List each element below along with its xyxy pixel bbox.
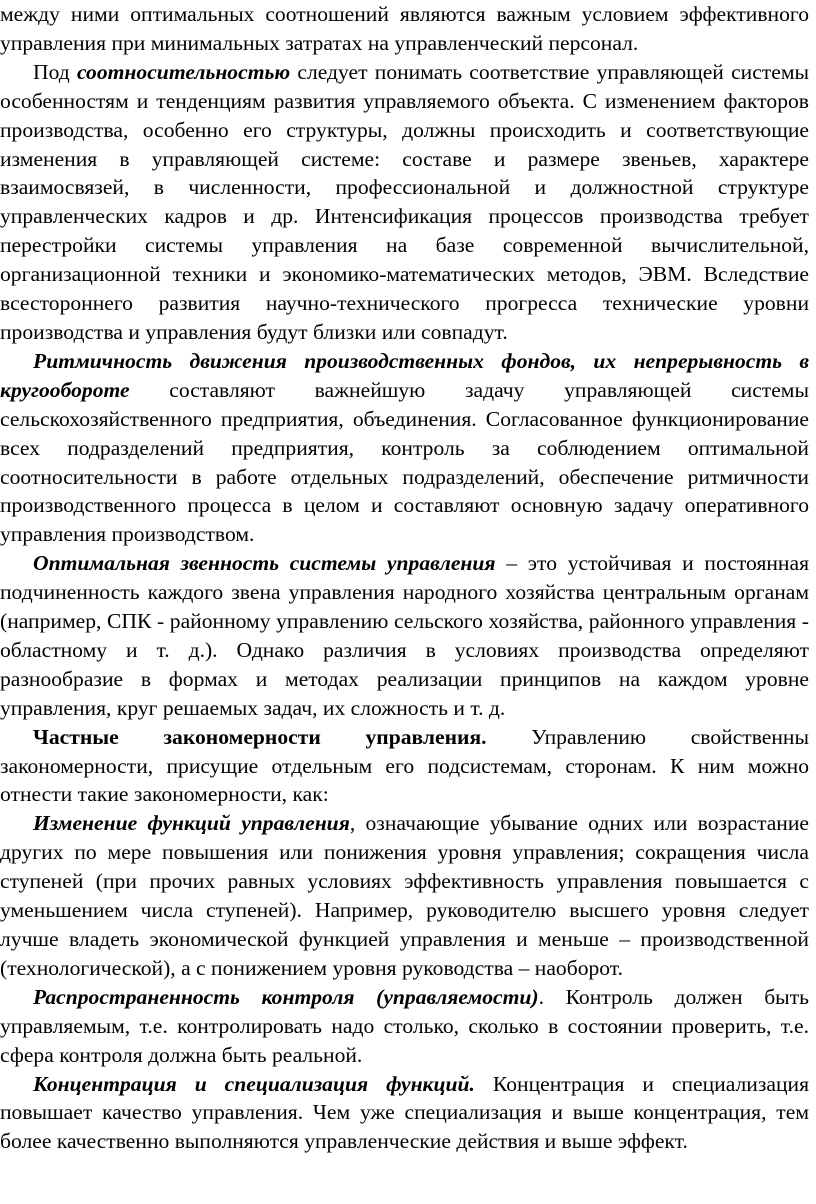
term-highlight: соотносительностью (77, 59, 291, 84)
paragraph-rhythm (0, 347, 809, 549)
term-highlight: Ритмичность движения производственных фондов, их непрерывность в кругообороте (0, 348, 809, 402)
term-highlight: Оптимальная звенность системы управления (33, 551, 496, 576)
paragraph-text: между ними оптимальных соотношений являются важным условием эффективного управления при минимальных затратах на управленческий персонал. (0, 2, 809, 55)
paragraph-text: Управлению свойственны закономерности, присущие отдельным его подсистемам, сторонам. К ним можно отнести такие закономерности, как: (0, 724, 809, 807)
paragraph-continuation (0, 0, 809, 58)
paragraph-text: составляют важнейшую задачу управляющей системы сельскохозяйственного предприятия, объединения. Согласованное функционирование всех подразделений предприятия, контроль за соблюдением оптимальной соотносительности в работе отдельных подразделений, обеспечение ритмичности производственного процесса в целом и составляют основную задачу оперативного управления производством. (0, 377, 809, 547)
term-highlight: Распространенность контроля (управляемости) (33, 984, 539, 1009)
section-heading: Частные закономерности управления. (33, 724, 487, 749)
paragraph-function-change (0, 809, 809, 982)
paragraph-text: – это устойчивая и постоянная подчиненность каждого звена управления народного хозяйства центральным органам (например, СПК - районному управлению сельского хозяйства, районного управления - областному и т. д.). Однако различия в условиях производства определяют разнообразие в формах и методах реализации принципов на каждом уровне управления, круг решаемых задач, их сложность и т. д. (0, 551, 810, 720)
paragraph-concentration (0, 1070, 809, 1157)
paragraph-correlation (0, 58, 809, 347)
paragraph-text: Концентрация и специализация повышает качество управления. Чем уже специализация и выше концентрация, тем более качественно выполняются управленческие действия и выше эффект. (0, 1071, 810, 1154)
paragraph-optimal-levels (0, 549, 809, 722)
paragraph-particular-laws (0, 723, 809, 810)
term-highlight: Изменение функций управления (33, 811, 350, 836)
paragraph-text: . Контроль должен быть управляемым, т.е. контролировать надо столько, сколько в состоянии проверить, т.е. сфера контроля должна быть реальной. (0, 984, 809, 1067)
paragraph-control-span (0, 983, 809, 1070)
term-highlight: Концентрация и специализация функций. (33, 1071, 475, 1096)
paragraph-text: следует понимать соответствие управляющей системы особенностям и тенденциям развития управляемого объекта. С изменением факторов производства, особенно его структуры, должны происходить и соответствующие изменения в управляющей системе: составе и размере звеньев, характере взаимосвязей, в численности, профессиональной и должностной структуре управленческих кадров и др. Интенсификация процессов производства требует перестройки системы управления на базе современной вычислительной, организационной техники и экономико-математических методов, ЭВМ. Вследствие всестороннего развития научно-технического прогресса технические уровни производства и управления будут близки или совпадут. (0, 59, 809, 344)
paragraph-text: Под (33, 59, 77, 84)
paragraph-text: , означающие убывание одних или возрастание других по мере повышения или понижения уровня управления; сокращения числа ступеней (при прочих равных условиях эффективность управления повышается с уменьшением числа ступеней). Например, руководителю высшего уровня следует лучше владеть экономической функцией управления и меньше – производственной (технологической), а с понижением уровня руководства – наоборот. (0, 811, 809, 980)
